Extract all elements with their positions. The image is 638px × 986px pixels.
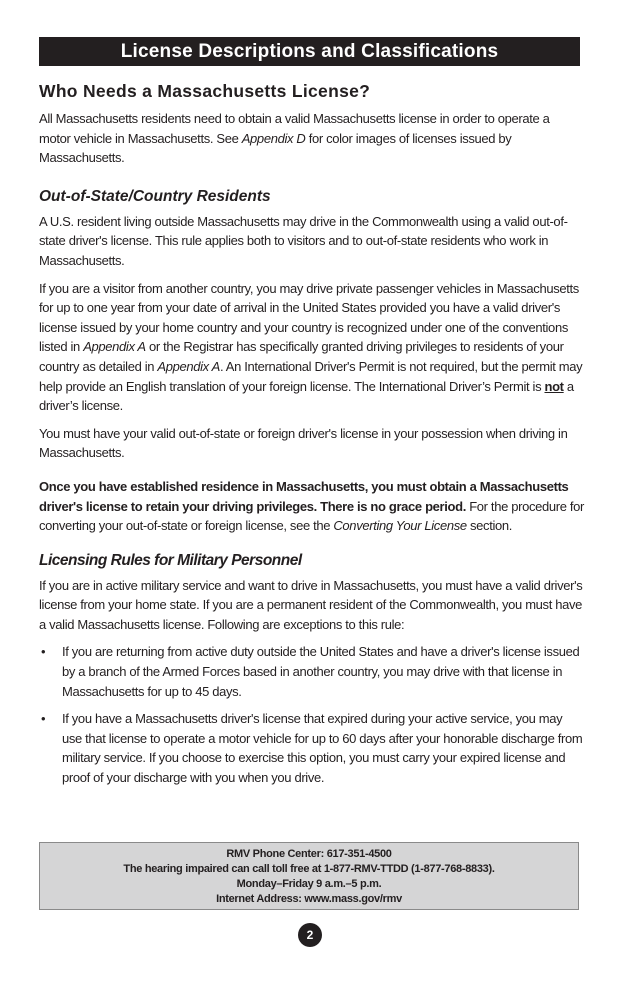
text-run: If you are a visitor from another country, you may drive private passenger vehicles in Massachusetts for up to one year from your date of arrival in the United States provided you have a valid driver's license issued by your home country and your country is recognized under one of the conventions listed in <box>39 280 579 355</box>
bold-notice: Once you have established residence in Massachusetts, you must obtain a Massachusetts driver's license to retain your driving privileges. There is no grace period. <box>39 478 569 514</box>
text-run: section. <box>466 518 513 534</box>
converting-license-reference: Converting Your License <box>333 518 467 534</box>
text-run: For the procedure for converting your out-of-state or foreign license, see the <box>39 498 584 534</box>
list-item-text: If you have a Massachusetts driver's license that expired during your active service, you may use that license to operate a motor vehicle for up to 60 days after your honorable discharge from military service. If you choose to exercise this option, you must carry your expired license and proof of your discharge with you when you drive. <box>62 711 583 786</box>
page-content <box>39 79 584 788</box>
section-heading-out-of-state: Out-of-State/Country Residents <box>39 187 271 205</box>
appendix-a-reference: Appendix A <box>83 339 146 355</box>
paragraph-possession: You must have your valid out-of-state or foreign driver's license in your possession when driving in Massachusetts. <box>39 425 568 461</box>
contact-info-box <box>39 842 579 910</box>
list-item <box>39 709 584 787</box>
text-run: . An International Driver's Permit is not required, but the permit may help provide an English translation of your foreign license. The International Driver’s Permit is <box>39 358 583 394</box>
list-item <box>39 642 584 701</box>
hearing-impaired-line: The hearing impaired can call toll free at 1-877-RMV-TTDD (1-877-768-8833). <box>123 863 495 875</box>
page-number-badge: 2 <box>298 923 322 947</box>
paragraph-us-residents: A U.S. resident living outside Massachusetts may drive in the Commonwealth using a valid out-of-state driver's license. This rule applies both to visitors and to out-of-state residents who work in Massachusetts. <box>39 213 568 268</box>
text-run: or the Registrar has specifically granted driving privileges to residents of your country as detailed in <box>39 339 564 374</box>
paragraph-foreign-visitors <box>39 279 584 416</box>
paragraph-military: If you are in active military service and want to drive in Massachusetts, you must have a valid driver's license from your home state. If you are a permanent resident of the Commonwealth, you must have a valid Massachusetts license. Following are exceptions to this rule: <box>39 577 583 632</box>
text-run: All Massachusetts residents need to obtain a valid Massachusetts license in order to operate a motor vehicle in Massachusetts. See <box>39 111 550 146</box>
internet-address-line: Internet Address: www.mass.gov/rmv <box>216 893 402 905</box>
appendix-a-reference: Appendix A <box>157 358 220 374</box>
list-item-text: If you are returning from active duty outside the United States and have a driver's license issued by a branch of the Armed Forces based in another country, you may drive with that license in Massachusetts for up to 45 days. <box>62 644 580 699</box>
military-exceptions-list <box>39 642 584 787</box>
chapter-banner: License Descriptions and Classifications <box>39 37 580 66</box>
section-heading-military: Licensing Rules for Military Personnel <box>39 551 302 569</box>
section-heading-who-needs: Who Needs a Massachusetts License? <box>39 81 371 101</box>
appendix-d-reference: Appendix D <box>241 130 306 146</box>
text-run: for color images of licenses issued by Massachusetts. <box>39 130 512 166</box>
bullet-icon: • <box>41 644 46 660</box>
hours-line: Monday–Friday 9 a.m.–5 p.m. <box>236 878 382 890</box>
bullet-icon: • <box>41 711 46 727</box>
paragraph-establish-residence <box>39 477 584 536</box>
paragraph-who-needs <box>39 109 584 168</box>
phone-center-line: RMV Phone Center: 617-351-4500 <box>226 848 392 860</box>
text-run: a driver’s license. <box>39 378 574 414</box>
emphasis-not: not <box>544 378 564 394</box>
